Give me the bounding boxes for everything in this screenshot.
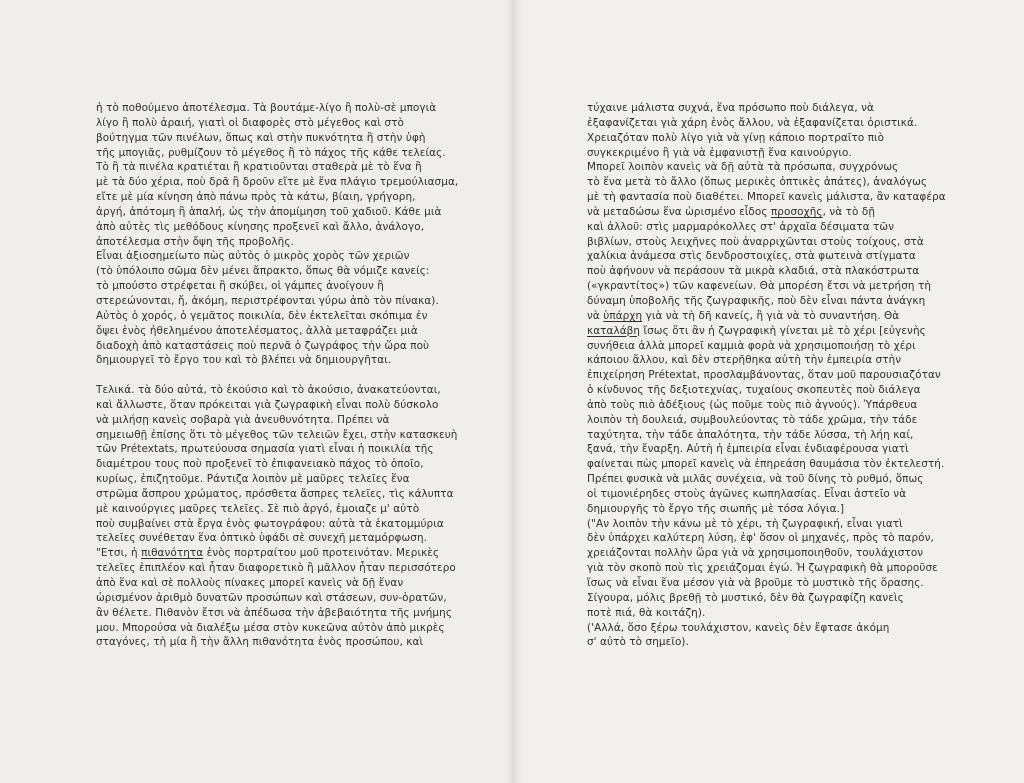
text-line: ἴσως νὰ εἶναι ἕνα μέσον γιὰ νὰ βροῦμε τὸ μυστικὸ τῆς ὅρασης. [587, 577, 924, 589]
text-line: λίγο ἢ πολὺ ἀραιή, γιατὶ οἱ διαφορὲς στὸ μέγεθος καὶ στὸ [96, 116, 404, 129]
text-line: νὰ μιλήσῃ κανεὶς σοβαρὰ γιὰ ἀνευθυνότητα. Πρέπει νὰ [96, 413, 390, 426]
text-line: διαδοχὴ ἀπὸ καταστάσεις ποὺ περνᾶ ὁ ζωγράφος τὴν ὥρα ποὺ [96, 339, 430, 352]
underlined-word: πιθανότητα [141, 547, 204, 560]
text-line: τῶν Prétextats, πρωτεύουσα σημασία γιατὶ εἶναι ἡ ποικιλία τῆς [96, 443, 434, 456]
text-line: φαίνεται πὼς μπορεῖ κανεὶς νὰ ἐπηρεάση θαυμάσια τὸν ἐκτελεστή. [587, 458, 945, 471]
text-line: ὁ κίνδυνος τῆς δεξιοτεχνίας, τυχαίους σκοπευτὲς ποὺ διάλεγα [587, 384, 921, 397]
text-line: ποὺ ἀφήνουν νὰ περάσουν τὰ μικρὰ κλαδιά, στὰ πλακόστρωτα [587, 265, 920, 278]
text-line: διαμέτρου τους ποὺ προξενεῖ τὸ ἐπιφανειακὸ πάχος τὸ ὁποῖο, [96, 458, 424, 471]
text-line: νὰ ὑπάρχη γιὰ νὰ τὴ δῆ κανείς, ἢ γιὰ νὰ τὸ συναντήση. Θὰ [587, 309, 900, 322]
text-line: Πρέπει φυσικὰ νὰ μιλᾶς συνέχεια, νὰ τοῦ δίνης τὸ ρυθμό, ὅπως [587, 473, 924, 486]
text-line: δημιουργεῖ τὸ ἔργο του καὶ τὸ βλέπει νὰ δημιουργῆται. [96, 354, 392, 367]
text-line: τύχαινε μάλιστα συχνά, ἕνα πρόσωπο ποὺ διάλεγα, νὰ [587, 102, 874, 114]
text-line: ἐπιχείρηση Prétextat, προσλαμβάνοντας, ὅταν μοῦ παρουσιαζόταν [587, 369, 941, 382]
text-line: σταγόνες, τὴ μία ἢ τὴν ἄλλη πιθανότητα ἑνὸς προσώπου, καὶ [96, 636, 424, 649]
text-line: ἡ τὸ ποθούμενο ἀποτέλεσμα. Τὰ βουτάμε-λίγο ἢ πολὺ-σὲ μπογιὰ [96, 102, 437, 114]
text-line: τὸ μπούστο στρέφεται ἢ σκύβει, οἱ γάμπες ἀνοίγουν ἢ [96, 280, 384, 293]
text-line: στρῶμα ἄσπρου χρώματος, πρόσθετα ἄσπρες τελεῖες, τὶς κάλυπτα [96, 487, 454, 500]
text-line: Μπορεῖ λοιπὸν κανεὶς νὰ δῇ αὐτὰ τὰ πρόσωπα, συγχρόνως [587, 161, 899, 174]
text-line: ποτὲ πιά, θὰ κοιτάζη). [587, 606, 706, 619]
text-line: "Ετσι, ἡ πιθανότητα ἑνὸς πορτραίτου μοῦ προτεινόταν. Μερικὲς [96, 547, 440, 560]
text-line: Χρειαζόταν πολὺ λίγο γιὰ νὰ γίνῃ κάποιο πορτραῖτο πιὸ [587, 131, 885, 144]
text-line: Τὸ ἢ τὰ πινέλα κρατιέται ἢ κρατιοῦνται σταθερὰ μὲ τὸ ἕνα ἢ [96, 161, 422, 174]
right-page-text [587, 101, 977, 650]
text-line: ἀποτέλεσμα στὴν ὄψη τῆς προβολῆς. [96, 235, 294, 248]
text-line: καὶ ἀλλοῦ: στὶς μαρμαρόκολλες στ' ἀρχαῖα δέσιματα τῶν [587, 220, 895, 233]
text-line: μὲ καινούργιες μαῦρες τελεῖες. Σὲ πιὸ ἀργό, ἐμοιαζε μ' αὐτὸ [96, 502, 420, 515]
text-line: βιβλίων, στοὺς λειχῆνες ποὺ ἀναρριχῶνται στοὺς τοίχους, στὰ [587, 235, 924, 248]
text-line: («γκραντίτος») τῶν καφενείων. Θὰ μπορέση ἔτσι νὰ μετρήση τὴ [587, 280, 932, 293]
text-line: νὰ μεταδώσω ἕνα ὡρισμένο εἶδος προσοχῆς, νὰ τὸ δῇ [587, 205, 876, 218]
text-line: ὄψει ἑνὸς ἠθελημένου ἀποτελέσματος, ἀλλὰ μεταφράζει μιὰ [96, 324, 418, 337]
text-line: Σίγουρα, μόλις βρεθῇ τὸ μυστικό, δὲν θὰ ζωγραφίζη κανεὶς [587, 591, 904, 604]
text-line: (τὸ ὑπόλοιπο σῶμα δὲν μένει ἄπρακτο, ὅπως θὰ νόμιζε κανείς: [96, 265, 430, 278]
text-line: τελεῖες ἐπιπλέον καὶ ἦταν διαφορετικὸ ἢ μᾶλλον ἦταν περισσότερο [96, 562, 456, 575]
text-line: ὡρισμένον ἀριθμὸ δυνατῶν προσώπων καὶ στάσεων, συν-ὁρατῶν, [96, 591, 447, 604]
text-line: ("Αν λοιπὸν τὴν κάνω μὲ τὸ χέρι, τὴ ζωγραφική, εἶναι γιατὶ [587, 517, 903, 530]
text-line: βούτηγμα τῶν πινέλων, ὅπως καὶ στὴν πυκνότητα ἢ στὴν ὑφὴ [96, 131, 426, 144]
text-line: δύναμη ὑποβολῆς τῆς ζωγραφικῆς, ποὺ δὲν εἶναι πάντα ἀνάγκη [587, 294, 926, 307]
underlined-word: καταλάβη [587, 324, 641, 337]
text-line: ἀπὸ ἕνα καὶ σὲ πολλοὺς πίνακες μπορεῖ κανεὶς νὰ δῇ ἕναν [96, 577, 404, 589]
text-line: καὶ ἄλλωστε, ὅταν πρόκειται γιὰ ζωγραφικὴ εἶναι πολὺ δύσκολο [96, 398, 439, 411]
text-line: τὸ ἕνα μετὰ τὸ ἄλλο (ὅπως μερικὲς ὀπτικὲς ἀπάτες), ἀναλόγως [587, 176, 928, 189]
text-line: τελεῖες συνέθεταν ἕνα ὀπτικὸ ὑφάδι σὲ συνεχῆ μεταμόρφωση. [96, 532, 428, 545]
text-line: μὲ τὴ φαντασία ποὺ διαθέτει. Μπορεῖ κανεὶς μάλιστα, ἂν καταφέρα [587, 191, 946, 204]
text-line: γιὰ τὸν σκοπὸ ποὺ τὶς χρειάζομαι ἐγώ. Ἡ ζωγραφικὴ θὰ μποροῦσε [587, 562, 938, 575]
text-line: μου. Μπορούσα νὰ διαλέξω μέσα στὸν κυκεῶνα αὐτὸν ἀπὸ μικρὲς [96, 621, 445, 634]
text-line: κυρίως, ἐπιζητοῦμε. Ράντιζα λοιπὸν μὲ μαῦρες τελεῖες ἕνα [96, 473, 410, 486]
text-line: δημιουργῆς τὸ ἔργο τῆς σιωπῆς μὲ τόσα λόγια.] [587, 502, 845, 515]
text-line: Εἶναι ἀξιοσημείωτο πὼς αὐτὸς ὁ μικρὸς χορὸς τῶν χεριῶν [96, 250, 410, 263]
text-line: σημειωθῇ ἐπίσης ὅτι τὸ μέγεθος τῶν τελειῶν ἔχει, στὴν κατασκευὴ [96, 428, 458, 441]
paragraph-gap [96, 368, 496, 383]
text-line: Τελικά. τὰ δύο αὐτά, τὸ ἑκούσιο καὶ τὸ ἀκούσιο, ἀνακατεύονται, [96, 384, 441, 397]
text-line: οἱ τιμονιέρηδες στοὺς ἀγῶνες κωπηλασίας. Εἶναι ἀστεῖο νὰ [587, 487, 907, 500]
left-page-text [96, 101, 496, 650]
text-line: χρειάζονται πολλὴν ὥρα γιὰ νὰ χρησιμοποιηθοῦν, τουλάχιστον [587, 547, 924, 560]
text-line: ξανά, τὴν ἔναρξη. Αὐτὴ ἡ ἐμπειρία εἶναι ἐνδιαφέρουσα γιατὶ [587, 443, 909, 456]
text-line: ἀργή, ἀπότομη ἢ ἁπαλή, ὡς τὴν ἀπομίμηση τοῦ χαδιοῦ. Κάθε μιὰ [96, 205, 442, 218]
text-line: σ' αὐτὸ τὸ σημεῖο). [587, 636, 689, 649]
book-gutter [506, 0, 524, 783]
text-line: ποὺ συμβαίνει στὰ ἔργα ἑνὸς φωτογράφου: αὐτὰ τὰ ἑκατομμύρια [96, 517, 444, 530]
text-line: δὲν ὑπάρχει καλύτερη λύση, ἐφ' ὅσον οἱ μηχανές, πρὸς τὸ παρόν, [587, 532, 934, 545]
text-line: συγκεκριμένο ἢ γιὰ νὰ ἐμφανιστῇ ἕνα καινούργιο. [587, 146, 852, 159]
text-line: ('Αλλά, ὅσο ξέρω τουλάχιστον, κανεὶς δὲν ἔφτασε ἀκόμη [587, 621, 890, 634]
text-line: ἀπὸ τοὺς πιὸ ἀδέξιους (ὡς ποῦμε τοὺς πιὸ ἀγνούς). Ὑπάρθευα [587, 398, 918, 411]
text-line: καταλάβη ἴσως ὅτι ἂν ἡ ζωγραφικὴ γίνεται μὲ τὸ χέρι [εὐγενὴς [587, 324, 926, 337]
text-line: μὲ τὰ δύο χέρια, ποὺ δρᾶ ἢ δροῦν εἴτε μὲ ἕνα πλάγιο τρεμούλιασμα, [96, 176, 459, 189]
underlined-word: ὑπάρχη [603, 309, 643, 322]
underlined-word: προσοχῆς [770, 205, 823, 218]
text-line: συνήθεια ἀλλὰ μπορεῖ καμμιὰ φορὰ νὰ χρησιμοποιήσῃ τὸ χέρι [587, 339, 916, 352]
text-line: τῆς μπογιᾶς, ρυθμίζουν τὸ μέγεθος ἢ τὸ πάχος τῆς κάθε τελείας. [96, 146, 446, 159]
text-line: ἂν θέλετε. Πιθανὸν ἔτσι νὰ ἀπέδωσα τὴν ἀβεβαιότητα τῆς μνήμης [96, 606, 453, 619]
text-line: ἐξαφανίζεται γιὰ χάρη ἑνὸς ἄλλου, νὰ ἐξαφανίζεται ὁριστικά. [587, 116, 918, 129]
text-line: στερεώνονται, ἤ, ἀκόμη, περιστρέφονται γύρω ἀπὸ τὸν πίνακα). [96, 294, 439, 307]
text-line: Αὐτὸς ὁ χορός, ὁ γεμᾶτος ποικιλία, δὲν ἐκτελεῖται σκόπιμα ἐν [96, 309, 428, 322]
text-line: ταχύτητα, τὴν τάδε ἀπαλότητα, τὴν τάδε λύσσα, τὴ λήη καί, [587, 428, 914, 441]
text-line: χαλίκια ἀνάμεσα στὶς δενδροστοιχίες, στὰ φωτεινὰ στίγματα [587, 250, 916, 263]
text-line: λοιπὸν τὴ δουλειά, συμβουλεύοντας τὸ τάδε χρῶμα, τὴν τάδε [587, 413, 918, 426]
text-line: κάποιου ἄλλου, καὶ δὲν στερῆθηκα αὐτὴ τὴν ἐμπειρία στὴν [587, 354, 902, 367]
text-line: εἴτε μὲ μία κίνηση ἀπὸ πάνω πρὸς τὰ κάτω, βίαιη, γρήγορη, [96, 191, 416, 204]
text-line: ἀπὸ αὐτὲς τὶς μεθόδους κίνησης προξενεῖ καὶ ἄλλο, ἀνάλογο, [96, 220, 425, 233]
